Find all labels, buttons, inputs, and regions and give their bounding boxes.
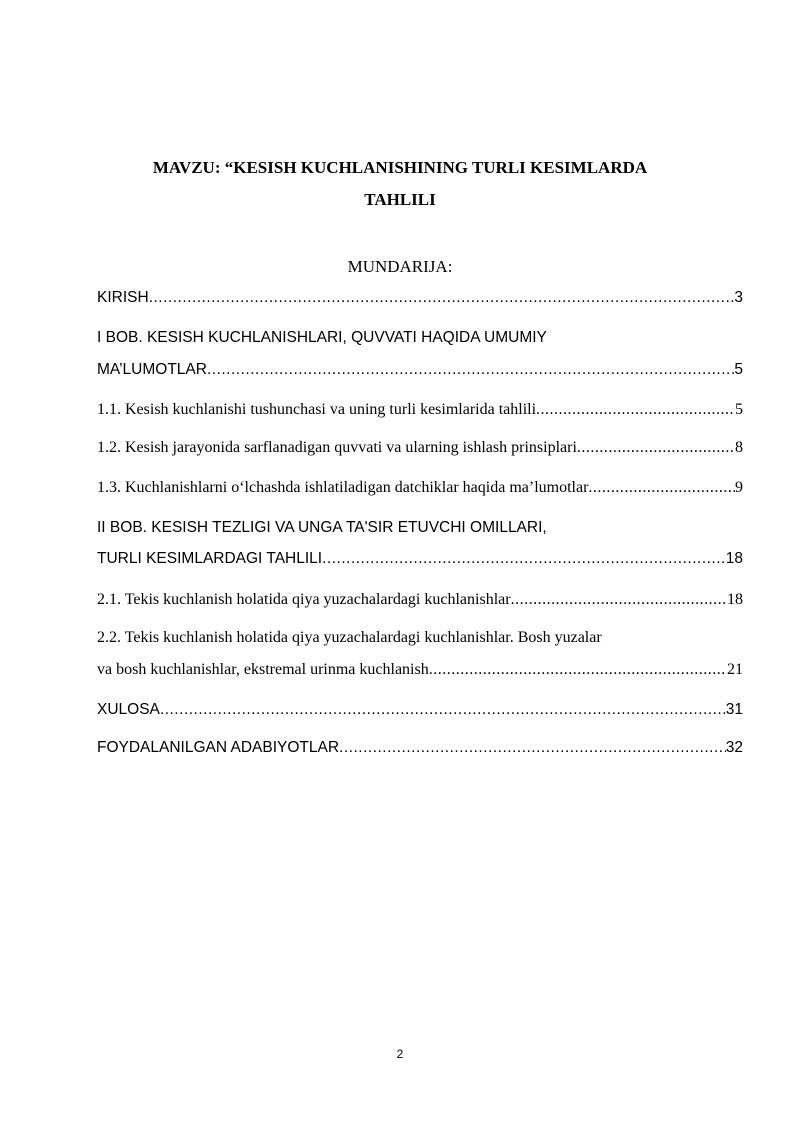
toc-entry-chapter1-line1[interactable]: I BOB. KESISH KUCHLANISHLARI, QUVVATI HAQIDA UMUMIY (97, 329, 547, 346)
toc-dot-leader (322, 549, 726, 569)
contents-heading: MUNDARIJA: (347, 257, 453, 276)
toc-page-number: 18 (727, 591, 743, 608)
toc-entry-references[interactable] (97, 738, 743, 758)
toc-dot-leader (588, 478, 735, 498)
toc-page-number: 8 (735, 439, 743, 456)
toc-entry-section-2-1[interactable] (97, 590, 743, 610)
toc-entry-kirish[interactable] (97, 288, 743, 308)
toc-page-number: 31 (725, 701, 743, 718)
toc-entry-label: 2.1. Tekis kuchlanish holatida qiya yuzachalardagi kuchlanishlar (97, 591, 511, 608)
document-title-line1: MAVZU: “KESISH KUCHLANISHINING TURLI KESIMLARDA (152, 158, 648, 177)
toc-entry-section-1-2[interactable] (97, 438, 743, 458)
toc-entry-label: FOYDALANILGAN ADABIYOTLAR (97, 739, 340, 756)
toc-page-number: 9 (735, 479, 743, 496)
toc-page-number: 3 (734, 289, 743, 306)
toc-dot-leader (511, 590, 727, 610)
toc-page-number: 5 (734, 361, 743, 378)
toc-entry-label: MA’LUMOTLAR (97, 361, 207, 378)
toc-entry-label: 1.2. Kesish jarayonida sarflanadigan quvvati va ularning ishlash prinsiplari (97, 439, 577, 456)
page-number: 2 (396, 1047, 404, 1061)
toc-entry-section-1-1[interactable] (97, 400, 743, 420)
toc-dot-leader (149, 288, 735, 308)
toc-entry-label: TURLI KESIMLARDAGI TAHLILI (97, 550, 323, 567)
toc-page-number: 21 (727, 661, 743, 678)
toc-page-number: 18 (725, 550, 743, 567)
toc-dot-leader (339, 738, 726, 758)
toc-entry-xulosa[interactable] (97, 700, 743, 720)
toc-dot-leader (160, 700, 726, 720)
toc-entry-label: KIRISH (97, 289, 149, 306)
toc-entry-chapter1[interactable] (97, 360, 743, 380)
toc-entry-label: va bosh kuchlanishlar, ekstremal urinma kuchlanish (97, 661, 429, 678)
toc-entry-section-1-3[interactable] (97, 478, 743, 498)
toc-dot-leader (207, 360, 734, 380)
toc-entry-label: 1.1. Kesish kuchlanishi tushunchasi va uning turli kesimlarida tahlili (97, 401, 537, 418)
toc-page-number: 5 (735, 401, 743, 418)
toc-page-number: 32 (725, 739, 743, 756)
toc-entry-chapter2-line1[interactable]: II BOB. KESISH TEZLIGI VA UNGA TA'SIR ETUVCHI OMILLARI, (97, 519, 547, 536)
toc-entry-section-2-2-line1[interactable]: 2.2. Tekis kuchlanish holatida qiya yuzachalardagi kuchlanishlar. Bosh yuzalar (97, 629, 602, 646)
toc-dot-leader (536, 400, 735, 420)
toc-entry-section-2-2[interactable] (97, 660, 743, 680)
toc-entry-label: XULOSA (97, 701, 160, 718)
toc-entry-label: 1.3. Kuchlanishlarni oʻlchashda ishlatiladigan datchiklar haqida maʼlumotlar (97, 479, 589, 496)
toc-entry-chapter2[interactable] (97, 549, 743, 569)
document-title-line2: TAHLILI (364, 190, 436, 209)
toc-dot-leader (577, 438, 735, 458)
toc-dot-leader (429, 660, 727, 680)
